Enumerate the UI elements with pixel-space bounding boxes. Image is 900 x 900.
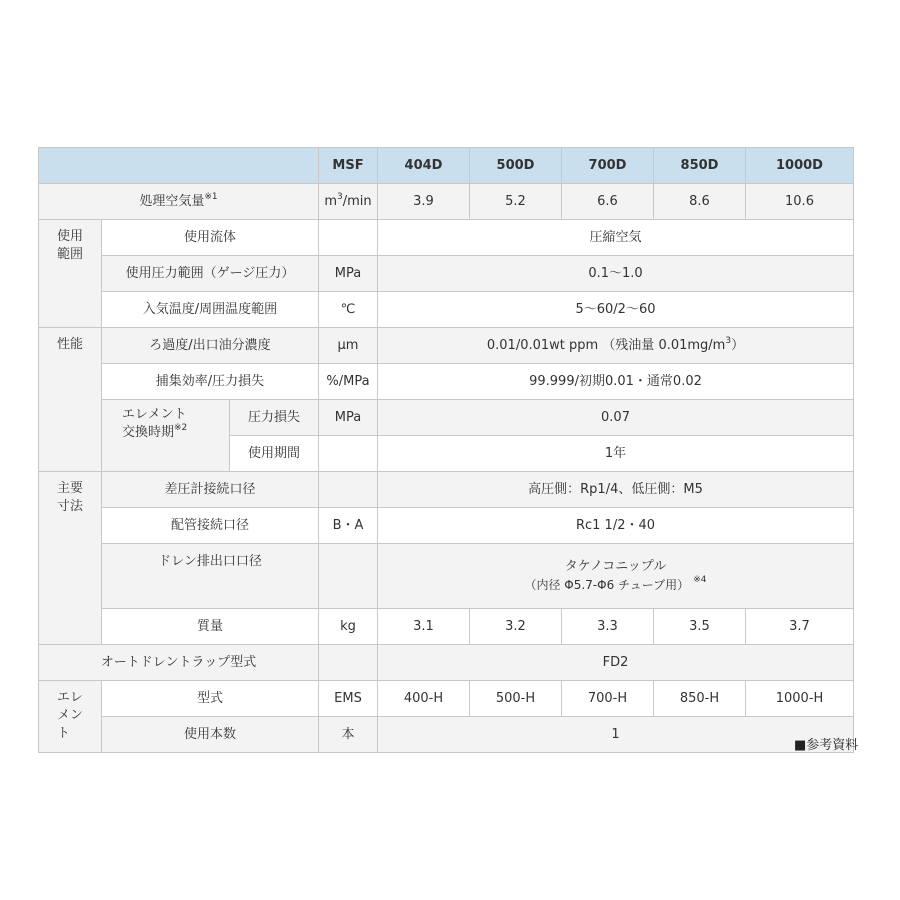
drain-label: ドレン排出口口径 <box>102 544 319 609</box>
group-dimensions: 主要寸法 <box>39 472 102 645</box>
group-usage-range: 使用範囲 <box>39 220 102 328</box>
element-period-unit <box>319 436 378 472</box>
header-blank <box>39 148 319 184</box>
header-row <box>39 148 854 184</box>
pressure-value: 0.1～1.0 <box>378 256 854 292</box>
pressure-row <box>39 256 854 292</box>
air-flow-row <box>39 184 854 220</box>
piping-unit: B・A <box>319 508 378 544</box>
element-model-label: 型式 <box>102 681 319 717</box>
note-marker: ※4 <box>693 575 707 585</box>
mass-unit: kg <box>319 609 378 645</box>
element-count-unit: 本 <box>319 717 378 753</box>
header-model: 500D <box>470 148 562 184</box>
header-model: 850D <box>654 148 746 184</box>
drain-row <box>39 544 854 609</box>
element-model-unit: EMS <box>319 681 378 717</box>
efficiency-unit: %/MPa <box>319 364 378 400</box>
mass-value: 3.3 <box>562 609 654 645</box>
element-model-value: 1000-H <box>746 681 854 717</box>
auto-drain-value: FD2 <box>378 645 854 681</box>
element-loss-label: 圧力損失 <box>230 400 319 436</box>
reference-footnote: ■参考資料 <box>794 738 859 753</box>
filtration-value: 0.01/0.01wt ppm （残油量 $0.01mg/m^3$） <box>378 328 854 364</box>
element-loss-value: 0.07 <box>378 400 854 436</box>
air-flow-unit: $m^3/\min$ <box>319 184 378 220</box>
element-count-label: 使用本数 <box>102 717 319 753</box>
auto-drain-row <box>39 645 854 681</box>
efficiency-label: 捕集効率/圧力損失 <box>102 364 319 400</box>
mass-value: 3.7 <box>746 609 854 645</box>
element-period-value: 1年 <box>378 436 854 472</box>
diff-gauge-value: 高圧側：Rp1/4、低圧側：M5 <box>378 472 854 508</box>
drain-value: タケノコニップル （内径 Φ5.7-Φ6 チューブ用） $^{※4}$ <box>378 544 854 609</box>
header-series-label: MSF <box>319 148 378 184</box>
header-model: 404D <box>378 148 470 184</box>
group-performance: 性能 <box>39 328 102 472</box>
pressure-unit: MPa <box>319 256 378 292</box>
element-loss-unit: MPa <box>319 400 378 436</box>
fluid-row <box>39 220 854 256</box>
diff-gauge-unit <box>319 472 378 508</box>
air-flow-value: 5.2 <box>470 184 562 220</box>
fluid-unit <box>319 220 378 256</box>
auto-drain-label: オートドレントラップ型式 <box>39 645 319 681</box>
piping-row <box>39 508 854 544</box>
filtration-unit: μm <box>319 328 378 364</box>
pressure-label: 使用圧力範囲（ゲージ圧力） <box>102 256 319 292</box>
efficiency-row <box>39 364 854 400</box>
fluid-label: 使用流体 <box>102 220 319 256</box>
filtration-label: ろ過度/出口油分濃度 <box>102 328 319 364</box>
element-model-value: 700-H <box>562 681 654 717</box>
header-model: 1000D <box>746 148 854 184</box>
mass-value: 3.1 <box>378 609 470 645</box>
temperature-label: 入気温度/周囲温度範囲 <box>102 292 319 328</box>
element-replacement-label: エレメント 交換時期$^{※2}$ <box>102 400 230 472</box>
piping-label: 配管接続口径 <box>102 508 319 544</box>
element-model-value: 400-H <box>378 681 470 717</box>
air-flow-value: 8.6 <box>654 184 746 220</box>
mass-value: 3.2 <box>470 609 562 645</box>
note-marker: ※1 <box>204 192 218 202</box>
efficiency-value: 99.999/初期0.01・通常0.02 <box>378 364 854 400</box>
drain-unit <box>319 544 378 609</box>
filtration-row <box>39 328 854 364</box>
temperature-value: 5～60/2～60 <box>378 292 854 328</box>
header-model: 700D <box>562 148 654 184</box>
air-flow-value: 6.6 <box>562 184 654 220</box>
air-flow-value: 10.6 <box>746 184 854 220</box>
temperature-unit: ℃ <box>319 292 378 328</box>
element-model-value: 850-H <box>654 681 746 717</box>
diff-gauge-label: 差圧計接続口径 <box>102 472 319 508</box>
element-loss-row <box>39 400 854 436</box>
element-model-row <box>39 681 854 717</box>
auto-drain-unit <box>319 645 378 681</box>
element-model-value: 500-H <box>470 681 562 717</box>
piping-value: Rc1 1/2・40 <box>378 508 854 544</box>
element-count-row <box>39 717 854 753</box>
mass-label: 質量 <box>102 609 319 645</box>
element-count-value: 1 <box>378 717 854 753</box>
group-element: エレメント <box>39 681 102 753</box>
temperature-row <box>39 292 854 328</box>
air-flow-label: 処理空気量$^{※1}$ <box>39 184 319 220</box>
element-period-label: 使用期間 <box>230 436 319 472</box>
diff-gauge-row <box>39 472 854 508</box>
air-flow-value: 3.9 <box>378 184 470 220</box>
spec-table <box>38 147 854 753</box>
mass-value: 3.5 <box>654 609 746 645</box>
mass-row <box>39 609 854 645</box>
note-marker: ※2 <box>174 423 188 433</box>
fluid-value: 圧縮空気 <box>378 220 854 256</box>
